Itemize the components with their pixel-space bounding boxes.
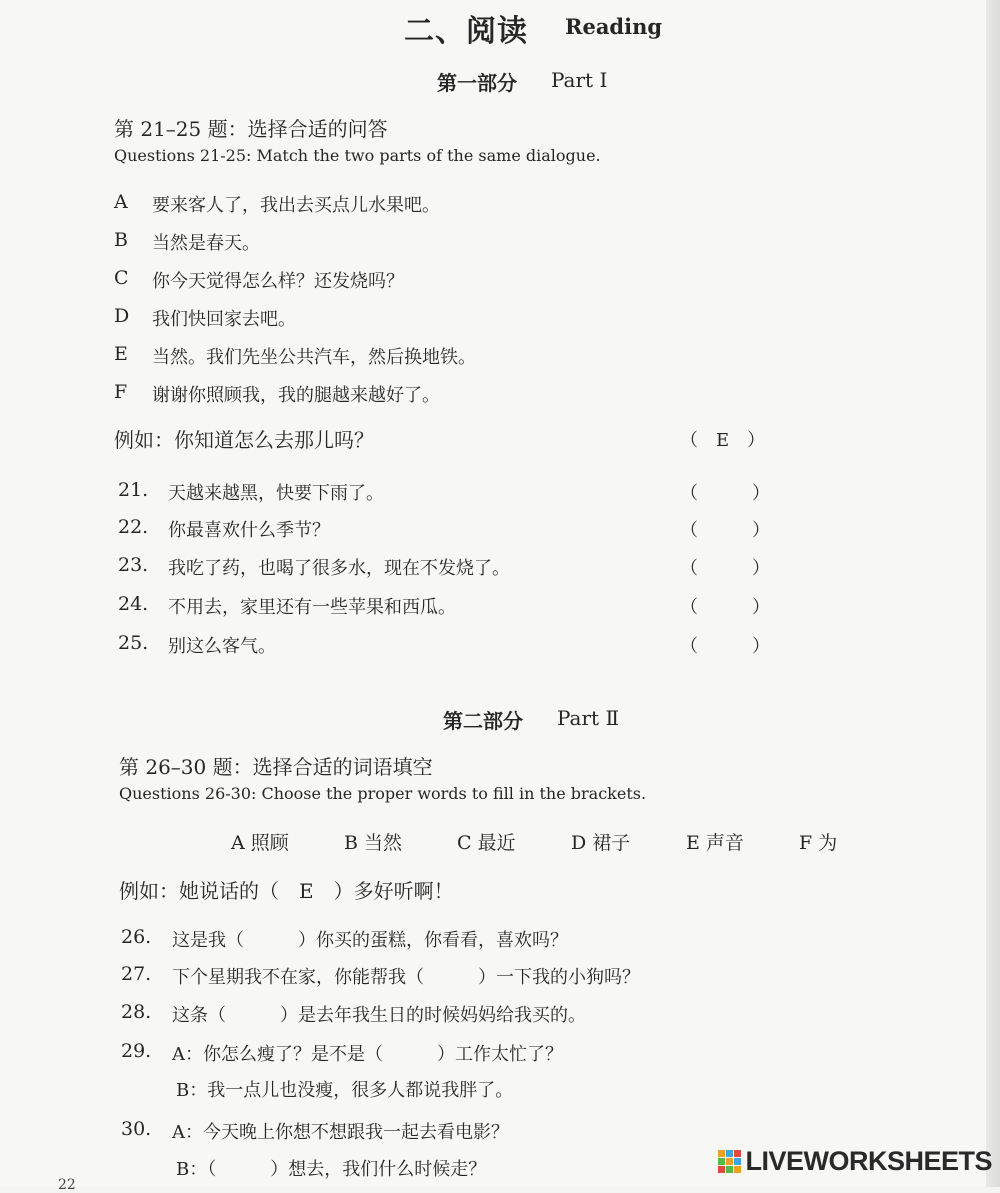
question-text-b: B：我一点儿也没瘦，很多人都说我胖了。 <box>176 1080 514 1101</box>
logo-square <box>718 1166 725 1173</box>
logo-square <box>734 1166 741 1173</box>
section-title: 二、阅读 <box>404 14 528 49</box>
option-text: 要来客人了，我出去买点儿水果吧。 <box>152 195 440 216</box>
option-text: 我们快回家去吧。 <box>152 309 296 330</box>
answer-blank[interactable]: （ ） <box>680 483 770 504</box>
option-letter: E <box>114 343 128 365</box>
question-number: 21. <box>118 479 149 501</box>
answer-blank[interactable]: （ ） <box>680 636 770 657</box>
question-number: 24. <box>118 593 149 615</box>
option-letter: F <box>114 381 128 403</box>
answer-blank[interactable]: （ ） <box>680 597 770 618</box>
part1-heading-cn: 第一部分 <box>437 71 517 95</box>
page-number: 22 <box>58 1177 76 1193</box>
answer-blank[interactable]: （ ） <box>680 520 770 541</box>
question-number: 26. <box>121 926 152 948</box>
page-edge <box>986 0 1000 1187</box>
option-text: 当然是春天。 <box>152 233 260 254</box>
part2-heading-en: Part Ⅱ <box>557 706 620 730</box>
part1-instruction-en: Questions 21-25: Match the two parts of the same dialogue. <box>114 146 601 165</box>
logo-square <box>734 1150 741 1157</box>
part1-example: 例如：你知道怎么去那儿吗？ <box>114 428 374 452</box>
option-letter: C <box>114 267 129 289</box>
part2-example: 例如：她说话的（ E ）多好听啊！ <box>119 879 454 903</box>
word-bank-item: E 声音 <box>686 832 744 854</box>
word-bank-item: C 最近 <box>457 832 516 854</box>
logo-text: LIVEWORKSHEETS <box>745 1146 992 1176</box>
question-text[interactable]: A：你怎么瘦了？是不是（ ）工作太忙了？ <box>172 1044 563 1065</box>
part1-example-answer: （ E ） <box>680 430 766 451</box>
word-bank-item: D 裙子 <box>571 832 631 854</box>
question-number: 23. <box>118 554 149 576</box>
logo-square <box>726 1158 733 1165</box>
option-letter: D <box>114 305 130 327</box>
option-text: 谢谢你照顾我，我的腿越来越好了。 <box>152 385 440 406</box>
question-number: 27. <box>121 963 152 985</box>
part2-instruction-en: Questions 26-30: Choose the proper words to fill in the brackets. <box>119 784 647 803</box>
question-text: 你最喜欢什么季节？ <box>168 520 330 541</box>
question-number: 28. <box>121 1001 152 1023</box>
question-number: 29. <box>121 1040 152 1062</box>
option-text: 当然。我们先坐公共汽车，然后换地铁。 <box>152 347 476 368</box>
part2-instruction-cn: 第 26–30 题：选择合适的词语填空 <box>119 755 433 779</box>
option-letter: A <box>114 191 128 213</box>
word-bank-item: B 当然 <box>344 832 403 854</box>
option-text: 你今天觉得怎么样？还发烧吗？ <box>152 271 404 292</box>
logo-square <box>718 1150 725 1157</box>
question-text: A：今天晚上你想不想跟我一起去看电影？ <box>172 1122 509 1143</box>
part1-heading-en: Part Ⅰ <box>551 68 608 92</box>
section-title-en: Reading <box>565 14 663 39</box>
liveworksheets-logo[interactable] <box>718 1146 992 1177</box>
logo-square <box>718 1158 725 1165</box>
logo-squares-icon <box>718 1150 741 1173</box>
question-text-b[interactable]: B：（ ）想去，我们什么时候走？ <box>176 1159 487 1180</box>
answer-blank[interactable]: （ ） <box>680 558 770 579</box>
logo-square <box>726 1150 733 1157</box>
question-number: 30. <box>121 1118 152 1140</box>
question-text[interactable]: 这是我（ ）你买的蛋糕，你看看，喜欢吗？ <box>172 930 568 951</box>
question-text: 不用去，家里还有一些苹果和西瓜。 <box>168 597 456 618</box>
option-letter: B <box>114 229 128 251</box>
question-text: 我吃了药，也喝了很多水，现在不发烧了。 <box>168 558 510 579</box>
word-bank-item: F 为 <box>799 832 838 854</box>
question-text: 天越来越黑，快要下雨了。 <box>168 483 384 504</box>
part2-heading-cn: 第二部分 <box>443 709 523 733</box>
question-text[interactable]: 下个星期我不在家，你能帮我（ ）一下我的小狗吗？ <box>172 967 640 988</box>
part1-instruction-cn: 第 21–25 题：选择合适的问答 <box>114 117 388 141</box>
question-text[interactable]: 这条（ ）是去年我生日的时候妈妈给我买的。 <box>172 1005 586 1026</box>
question-number: 22. <box>118 516 149 538</box>
logo-square <box>726 1166 733 1173</box>
question-text: 别这么客气。 <box>168 636 276 657</box>
logo-square <box>734 1158 741 1165</box>
question-number: 25. <box>118 632 149 654</box>
word-bank-item: A 照顾 <box>231 832 289 854</box>
